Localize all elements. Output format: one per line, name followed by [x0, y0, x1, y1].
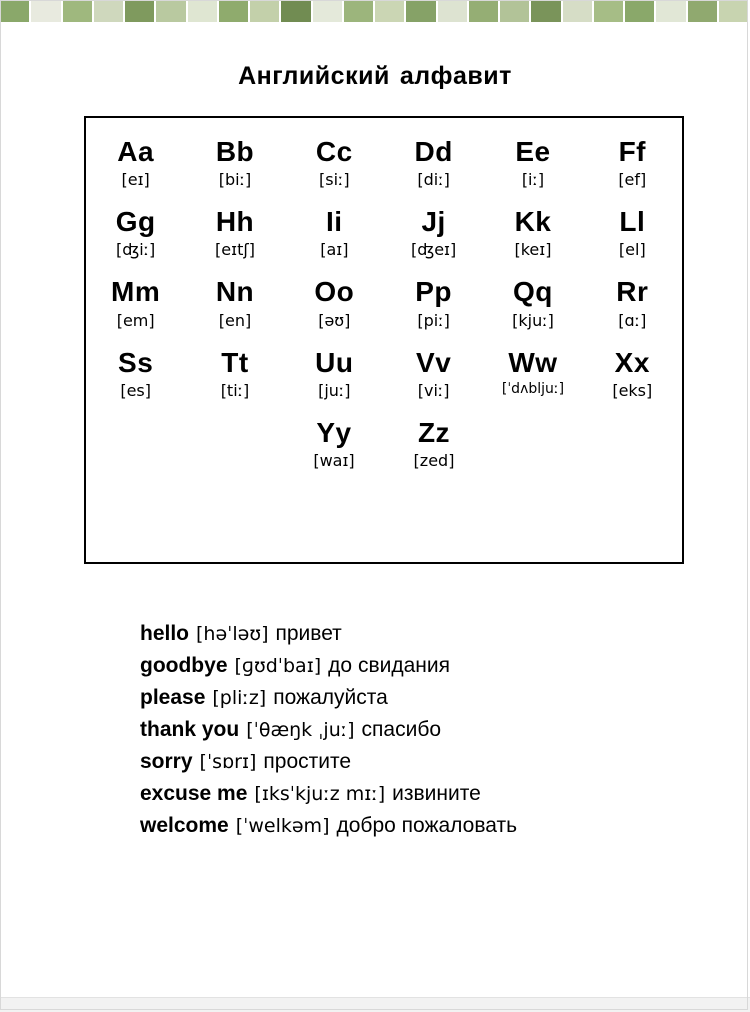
page-bottom-strip [0, 997, 750, 1012]
alphabet-cell [285, 136, 384, 192]
phrase-row [140, 746, 700, 778]
letter-pair: Ii [326, 206, 343, 238]
letter-transcription: [el] [618, 240, 646, 260]
alphabet-cell [583, 206, 682, 262]
phrase-english: thank you [140, 718, 240, 741]
band-cell [469, 0, 500, 22]
letter-transcription: [ef] [618, 170, 647, 190]
letter-transcription: [em] [116, 310, 155, 330]
alphabet-cell [583, 136, 682, 192]
letter-transcription: [eɪ] [121, 170, 150, 190]
letter-pair: Hh [215, 206, 255, 238]
alphabet-cell [384, 417, 484, 473]
phrase-transcription: [ˈsɒrɪ] [199, 751, 257, 773]
letter-pair: Zz [417, 416, 451, 448]
letter-transcription: [əʊ] [318, 310, 351, 330]
letter-transcription: [ˈdʌbljuː] [501, 380, 565, 397]
alphabet-table [84, 116, 684, 564]
phrase-russian: извините [392, 782, 481, 805]
phrase-transcription: [ˈθæŋk ˌjuː] [246, 719, 355, 741]
alphabet-cell [284, 417, 384, 473]
letter-pair: Pp [415, 276, 453, 308]
band-cell [438, 0, 469, 22]
alphabet-cell [185, 206, 284, 262]
alphabet-cell [483, 347, 582, 403]
phrase-english: please [140, 686, 206, 709]
letter-pair: Xx [614, 346, 650, 378]
band-cell [594, 0, 625, 22]
phrase-russian: пожалуйста [273, 686, 388, 709]
letter-transcription: [zed] [413, 450, 455, 470]
letter-transcription: [es] [120, 380, 151, 400]
alphabet-cell [483, 206, 582, 262]
letter-transcription: [en] [218, 310, 252, 330]
phrase-english: hello [140, 622, 190, 645]
letter-pair: Rr [616, 276, 649, 308]
alphabet-cell [583, 276, 682, 332]
letter-transcription: [ɑː] [618, 310, 647, 330]
alphabet-row [86, 276, 682, 332]
letter-transcription: [eɪtʃ] [215, 240, 255, 260]
band-cell [188, 0, 219, 22]
band-cell [688, 0, 719, 22]
alphabet-cell [86, 206, 185, 262]
letter-pair: Nn [215, 276, 255, 308]
phrase-row [140, 618, 700, 650]
letter-pair: Bb [215, 136, 255, 167]
band-cell [313, 0, 344, 22]
alphabet-cell [483, 136, 582, 192]
alphabet-cell [185, 136, 284, 192]
phrase-english: sorry [140, 750, 193, 773]
alphabet-cell [384, 136, 483, 192]
letter-pair: Ss [118, 346, 154, 378]
decorative-top-band [0, 0, 750, 23]
phrase-transcription: [ɡʊdˈbaɪ] [234, 655, 322, 677]
letter-transcription: [tiː] [220, 380, 250, 400]
band-cell [281, 0, 312, 22]
letter-transcription: [kjuː] [512, 310, 554, 330]
letter-pair: Dd [414, 136, 453, 167]
phrase-transcription: [ɪksˈkjuːz mɪː] [254, 783, 386, 805]
alphabet-cell [86, 276, 185, 332]
letter-pair: Ff [618, 136, 647, 167]
alphabet-cell [285, 206, 384, 262]
band-cell [125, 0, 156, 22]
band-cell [375, 0, 406, 22]
band-cell [563, 0, 594, 22]
band-cell [250, 0, 281, 22]
letter-pair: Oo [314, 276, 355, 308]
phrase-russian: добро пожаловать [336, 814, 518, 837]
phrase-row [140, 778, 700, 810]
letter-transcription: [piː] [417, 310, 450, 330]
alphabet-row [86, 136, 682, 192]
letter-transcription: [eks] [612, 380, 653, 400]
letter-pair: Uu [315, 346, 354, 378]
page-title-word-1: Английский [238, 62, 390, 90]
alphabet-cell [384, 206, 483, 262]
band-cell [0, 0, 31, 22]
page-title [0, 62, 750, 91]
phrase-russian: привет [275, 622, 342, 645]
alphabet-cell [86, 347, 185, 403]
letter-transcription: [juː] [318, 380, 351, 400]
phrase-row [140, 810, 700, 842]
alphabet-cell [285, 347, 384, 403]
letter-pair: Gg [115, 206, 156, 238]
band-cell [719, 0, 750, 22]
letter-pair: Qq [513, 276, 553, 308]
band-cell [625, 0, 656, 22]
letter-transcription: [waɪ] [313, 450, 355, 470]
band-cell [31, 0, 62, 22]
band-cell [94, 0, 125, 22]
letter-pair: Ll [619, 206, 646, 238]
letter-pair: Jj [421, 206, 446, 238]
alphabet-row [86, 347, 682, 403]
phrase-transcription: [həˈləʊ] [196, 623, 269, 645]
band-cell [156, 0, 187, 22]
phrase-row [140, 650, 700, 682]
letter-pair: Mm [111, 276, 161, 308]
phrase-row [140, 682, 700, 714]
phrase-transcription: [pliːz] [212, 687, 267, 709]
letter-pair: Kk [514, 206, 552, 238]
phrase-list [140, 618, 700, 842]
letter-transcription: [diː] [417, 170, 450, 190]
alphabet-cell [185, 347, 284, 403]
band-cell [344, 0, 375, 22]
band-cell [219, 0, 250, 22]
alphabet-cell [483, 276, 582, 332]
letter-pair: Ee [515, 136, 551, 167]
letter-pair: Tt [221, 346, 249, 378]
letter-transcription: [siː] [318, 170, 350, 190]
phrase-row [140, 714, 700, 746]
band-cell [656, 0, 687, 22]
band-cell [63, 0, 94, 22]
alphabet-cell [86, 136, 185, 192]
phrase-english: goodbye [140, 654, 228, 677]
band-cell [406, 0, 437, 22]
phrase-transcription: [ˈwelkəm] [235, 815, 330, 837]
phrase-english: welcome [140, 814, 229, 837]
alphabet-cell [285, 276, 384, 332]
alphabet-cell [185, 276, 284, 332]
phrase-russian: до свидания [328, 654, 450, 677]
band-cell [500, 0, 531, 22]
alphabet-cell [384, 347, 483, 403]
letter-pair: Aa [117, 136, 155, 167]
letter-pair: Vv [416, 346, 452, 378]
band-cell [531, 0, 562, 22]
letter-pair: Ww [508, 346, 558, 378]
letter-transcription: [ʤiː] [116, 240, 156, 260]
alphabet-cell [384, 276, 483, 332]
page-title-word-2: алфавит [399, 62, 512, 90]
phrase-english: excuse me [140, 782, 248, 805]
phrase-russian: простите [263, 750, 352, 773]
alphabet-cell [583, 347, 682, 403]
alphabet-row [86, 417, 682, 473]
letter-transcription: [biː] [218, 170, 252, 190]
alphabet-row [86, 206, 682, 262]
letter-pair: Yy [316, 416, 352, 448]
letter-transcription: [aɪ] [320, 240, 349, 260]
letter-transcription: [viː] [417, 380, 450, 400]
letter-transcription: [iː] [521, 170, 545, 190]
letter-transcription: [keɪ] [514, 240, 552, 260]
phrase-russian: спасибо [361, 718, 442, 741]
letter-pair: Cc [315, 136, 353, 167]
letter-transcription: [ʤeɪ] [411, 240, 457, 260]
